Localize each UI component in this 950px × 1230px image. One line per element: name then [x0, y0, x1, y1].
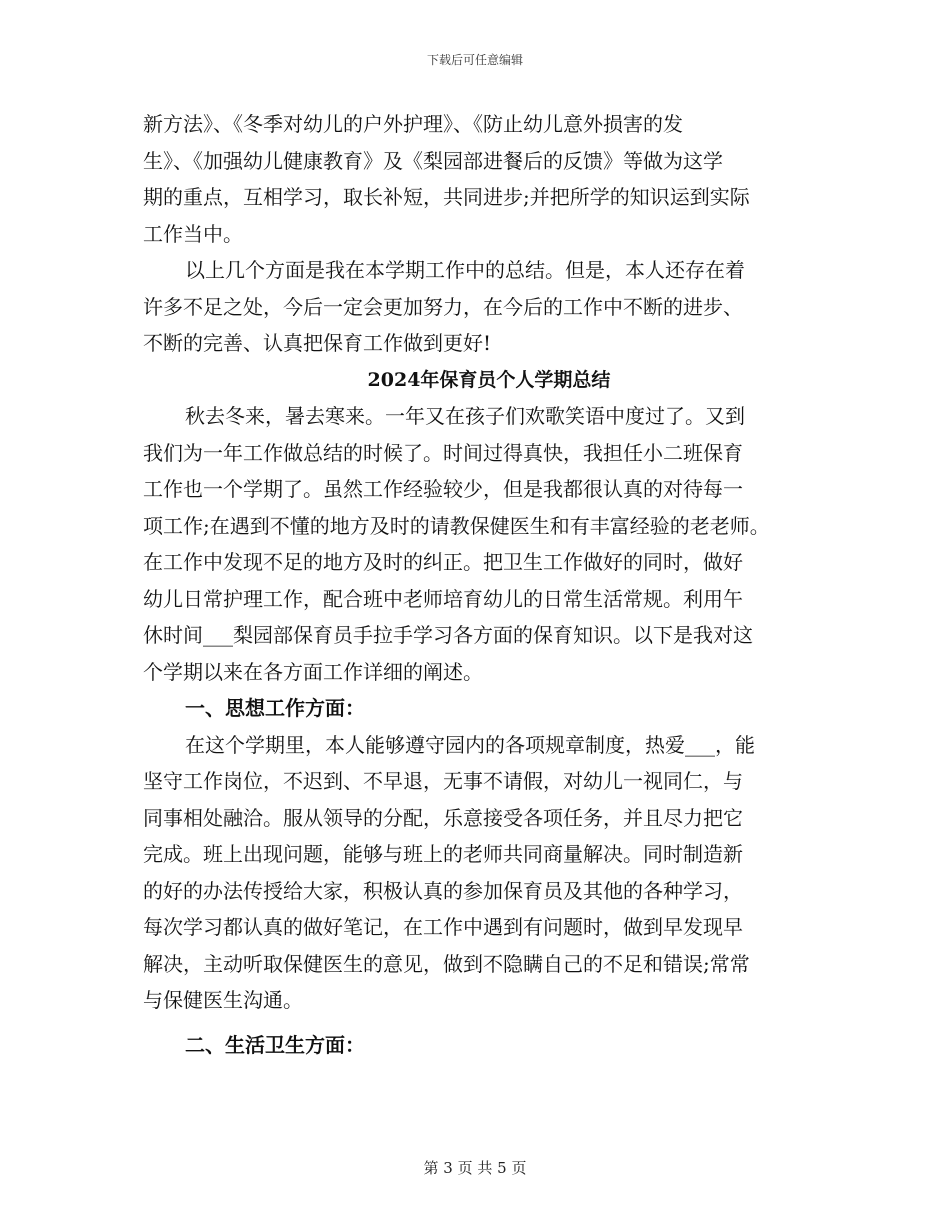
- text-line: 项工作;在遇到不懂的地方及时的请教保健医生和有丰富经验的老老师。: [143, 513, 770, 538]
- text-line: 同事相处融洽。服从领导的分配，乐意接受各项任务，并且尽力把它: [143, 805, 743, 830]
- text-line: 个学期以来在各方面工作详细的阐述。: [143, 659, 483, 684]
- text-line: 新方法》、《冬季对幼儿的户外护理》、《防止幼儿意外损害的发: [143, 112, 683, 136]
- document-title: 2024年保育员个人学期总结: [367, 368, 611, 391]
- text-line: 在工作中发现不足的地方及时的纠正。把卫生工作做好的同时，做好: [143, 550, 743, 574]
- text-line: 休时间___梨园部保育员手拉手学习各方面的保育知识。以下是我对这: [143, 623, 753, 647]
- paragraph-intro: [143, 398, 815, 690]
- text-line: 秋去冬来，暑去寒来。一年又在孩子们欢歌笑语中度过了。又到: [185, 404, 745, 428]
- text-line: 期的重点，互相学习，取长补短，共同进步;并把所学的知识运到实际: [143, 185, 750, 209]
- page-number: 第 3 页 共 5 页: [423, 1159, 527, 1177]
- section-heading-ideology: 一、思想工作方面：: [185, 696, 365, 720]
- text-line: 解决，主动听取保健医生的意见，做到不隐瞒自己的不足和错误;常常: [143, 951, 750, 976]
- paragraph-summary: [143, 252, 815, 362]
- document-body: [143, 106, 815, 1063]
- text-line: 不断的完善、认真把保育工作做到更好!: [143, 331, 492, 355]
- spacer: [143, 1019, 815, 1027]
- text-line: 完成。班上出现问题，能够与班上的老师共同商量解决。同时制造新: [143, 842, 743, 866]
- text-line: 许多不足之处，今后一定会更加努力，在今后的工作中不断的进步、: [143, 294, 743, 319]
- text-line: 的好的办法传授给大家，积极认真的参加保育员及其他的各种学习，: [143, 878, 743, 903]
- text-line: 幼儿日常护理工作，配合班中老师培育幼儿的日常生活常规。利用午: [143, 586, 743, 611]
- section-heading-hygiene: 二、生活卫生方面：: [185, 1032, 365, 1057]
- text-line: 我们为一年工作做总结的时候了。时间过得真快，我担任小二班保育: [143, 440, 743, 465]
- text-line: 与保健医生沟通。: [143, 988, 303, 1012]
- text-line: 生》、《加强幼儿健康教育》及《梨园部进餐后的反馈》等做为这学: [143, 148, 723, 173]
- paragraph-ideology: [143, 727, 815, 1019]
- text-line: 以上几个方面是我在本学期工作中的总结。但是，本人还存在着: [185, 258, 745, 282]
- text-line: 工作也一个学期了。虽然工作经验较少，但是我都很认真的对待每一: [143, 477, 743, 501]
- text-line: 在这个学期里，本人能够遵守园内的各项规章制度，热爱___，能: [185, 732, 755, 757]
- text-line: 每次学习都认真的做好笔记，在工作中遇到有问题时，做到早发现早: [143, 915, 743, 939]
- page-header-note: 下载后可任意编辑: [426, 53, 523, 67]
- paragraph-methods: [143, 106, 815, 252]
- text-line: 工作当中。: [143, 221, 243, 246]
- text-line: 坚守工作岗位，不迟到、不早退，无事不请假，对幼儿一视同仁，与: [143, 769, 743, 793]
